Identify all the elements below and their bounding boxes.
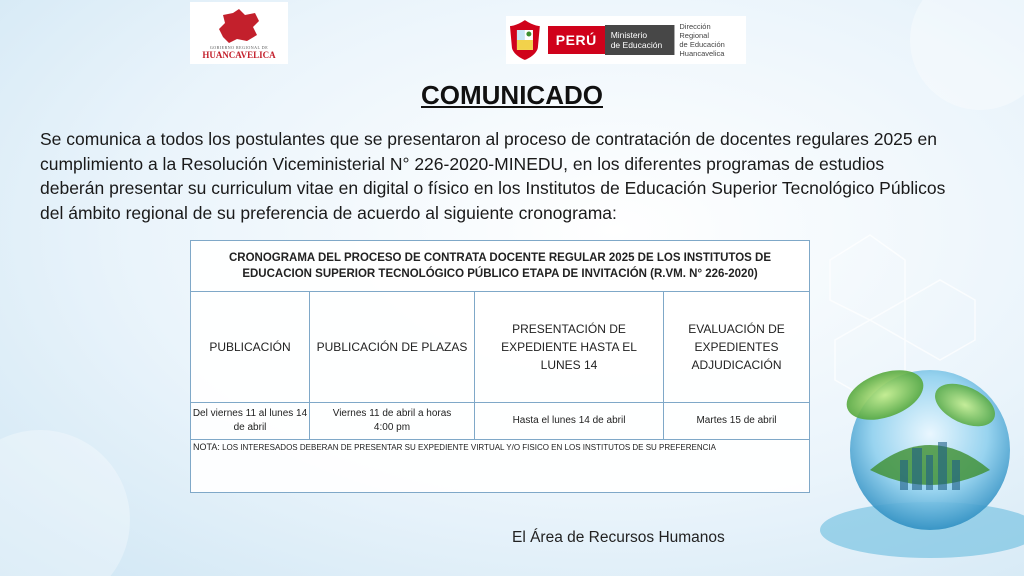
column-header: EVALUACIÓN DE EXPEDIENTES ADJUDICACIÓN — [664, 292, 810, 403]
direccion-line: Huancavelica — [679, 49, 725, 58]
column-header: PRESENTACIÓN DE EXPEDIENTE HASTA EL LUNES 14 — [475, 292, 664, 403]
ministerio-line: de Educación — [610, 40, 663, 50]
direccion-line: de Educación — [679, 40, 725, 49]
column-header: PUBLICACIÓN — [191, 292, 310, 403]
intro-line: cumplimiento a la Resolución Viceministerial N° 226-2020-MINEDU, en los diferentes programas de estudios — [40, 153, 885, 174]
table-title-line: EDUCACION SUPERIOR TECNOLÓGICO PÚBLICO ETAPA DE INVITACIÓN (R.VM. N° 226-2020) — [242, 268, 758, 280]
table-title — [191, 241, 810, 292]
logo-left-small-text: GOBIERNO REGIONAL DE — [209, 45, 269, 50]
table-title-line: CRONOGRAMA DEL PROCESO DE CONTRATA DOCENTE REGULAR 2025 DE LOS INSTITUTOS DE — [228, 252, 772, 264]
direccion-label — [674, 22, 746, 58]
ministerio-line: Ministerio — [610, 30, 648, 40]
table-header-row — [191, 292, 810, 403]
gobierno-regional-logo — [190, 2, 288, 64]
table-cell: Hasta el lunes 14 de abril — [475, 403, 664, 440]
schedule-table — [190, 240, 810, 493]
huancavelica-map-icon — [209, 7, 269, 45]
note-label: NOTA: — [193, 442, 220, 452]
ministerio-label — [605, 25, 675, 55]
column-header: PUBLICACIÓN DE PLAZAS — [310, 292, 475, 403]
peru-coat-of-arms-icon — [506, 18, 544, 62]
intro-line: Se comunica a todos los postulantes que se presentaron al proceso de contratación de docentes regulares 2025 en — [40, 129, 937, 149]
peru-label: PERÚ — [548, 26, 605, 54]
minedu-logo — [506, 16, 746, 64]
intro-line: del ámbito regional de su preferencia de acuerdo al siguiente cronograma: — [40, 202, 617, 223]
intro-paragraph — [40, 127, 980, 225]
logo-left-big-text: HUANCAVELICA — [202, 50, 276, 60]
table-note-row — [191, 440, 810, 493]
table-cell: Martes 15 de abril — [664, 403, 810, 440]
signature: El Área de Recursos Humanos — [512, 529, 725, 546]
table-row — [191, 403, 810, 440]
table-cell: Del viernes 11 al lunes 14 de abril — [191, 403, 310, 440]
table-note — [191, 440, 810, 493]
intro-line: deberán presentar su curriculum vitae en digital o físico en los Institutos de Educación Superior Tecnológico Públicos — [40, 178, 946, 198]
table-title-row — [191, 241, 810, 292]
direccion-line: Dirección Regional — [679, 22, 711, 40]
note-text: LOS INTERESADOS DEBERAN DE PRESENTAR SU EXPEDIENTE VIRTUAL Y/O FISICO EN LOS INSTITUTOS DE SU PREFERENCIA — [219, 443, 716, 452]
page-title: COMUNICADO — [421, 80, 603, 110]
table-cell: Viernes 11 de abril a horas 4:00 pm — [310, 403, 475, 440]
